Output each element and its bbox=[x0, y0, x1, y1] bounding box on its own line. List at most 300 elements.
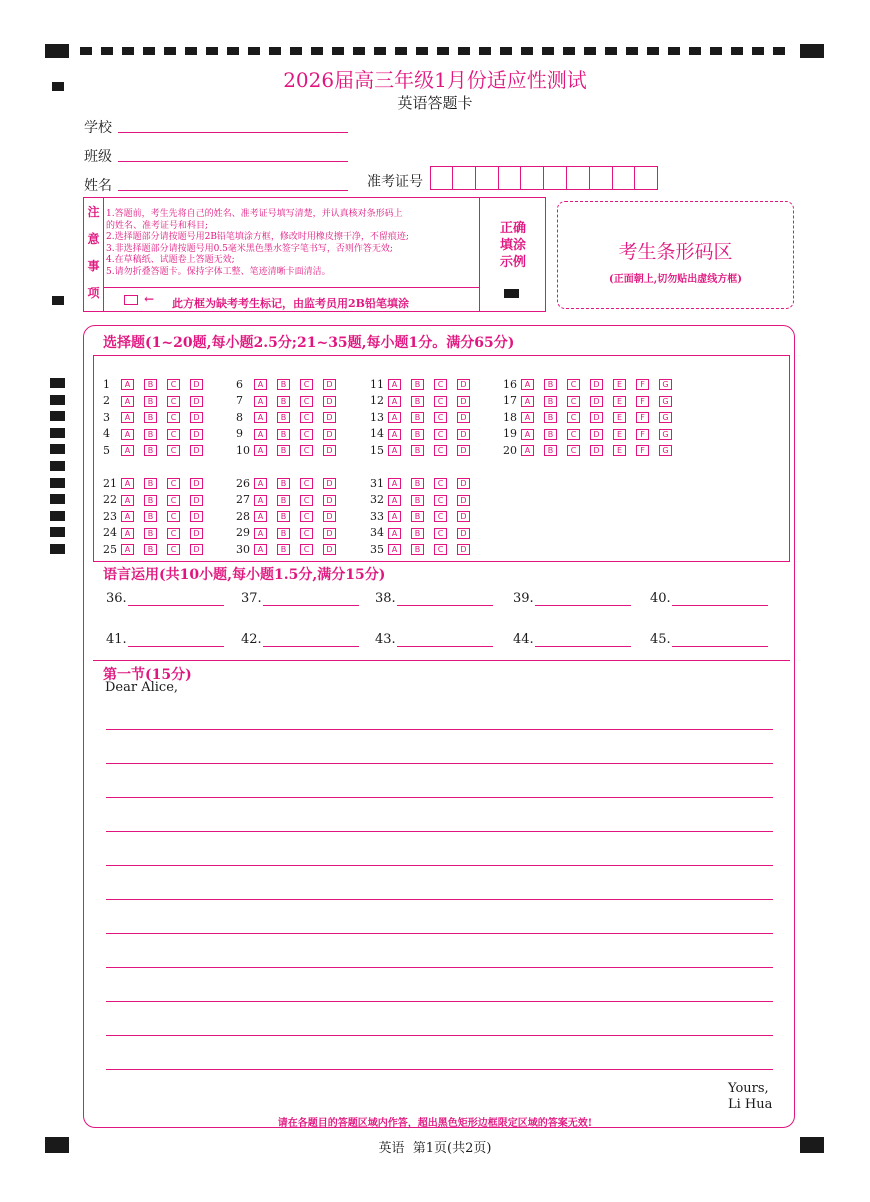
writing-line[interactable] bbox=[106, 763, 773, 764]
option-bubble[interactable]: A bbox=[254, 396, 267, 407]
option-bubble[interactable]: B bbox=[411, 429, 424, 440]
notice-line: 3.非选择题部分请按题号用0.5毫米黑色墨水签字笔书写，否则作答无效; bbox=[106, 243, 393, 254]
question-row bbox=[236, 410, 346, 424]
timing-tick-left bbox=[50, 511, 65, 521]
option-bubble[interactable]: E bbox=[613, 396, 626, 407]
option-bubble[interactable]: B bbox=[277, 528, 290, 539]
option-bubble[interactable]: D bbox=[190, 445, 203, 456]
writing-line[interactable] bbox=[106, 865, 773, 866]
exam-id-cell[interactable] bbox=[544, 166, 567, 190]
option-bubble[interactable]: D bbox=[323, 495, 336, 506]
section2-title: 语言运用(共10小题,每小题1.5分,满分15分) bbox=[103, 567, 386, 583]
option-bubble[interactable]: A bbox=[121, 478, 134, 489]
option-bubble[interactable]: B bbox=[277, 396, 290, 407]
blank-input-line[interactable] bbox=[263, 646, 359, 647]
option-bubble[interactable]: C bbox=[434, 412, 447, 423]
option-bubble[interactable]: C bbox=[434, 495, 447, 506]
question-row bbox=[103, 493, 213, 507]
option-bubble[interactable]: C bbox=[434, 396, 447, 407]
option-bubble[interactable]: F bbox=[636, 445, 649, 456]
option-bubble[interactable]: C bbox=[434, 478, 447, 489]
timing-tick bbox=[689, 47, 701, 55]
blank-label: 41. bbox=[106, 632, 127, 647]
question-number: 7 bbox=[236, 394, 243, 408]
option-bubble[interactable]: D bbox=[590, 429, 603, 440]
question-number: 17 bbox=[503, 394, 517, 408]
notice-divider bbox=[104, 287, 479, 288]
question-number: 10 bbox=[236, 443, 250, 457]
option-bubble[interactable]: B bbox=[277, 412, 290, 423]
blank-input-line[interactable] bbox=[397, 646, 493, 647]
option-bubble[interactable]: C bbox=[434, 511, 447, 522]
option-bubble[interactable]: B bbox=[411, 445, 424, 456]
question-row bbox=[370, 394, 480, 408]
writing-line[interactable] bbox=[106, 933, 773, 934]
option-bubble[interactable]: A bbox=[121, 544, 134, 555]
option-bubble[interactable]: D bbox=[590, 445, 603, 456]
option-bubble[interactable]: C bbox=[567, 396, 580, 407]
option-bubble[interactable]: D bbox=[190, 412, 203, 423]
question-row bbox=[503, 410, 682, 424]
writing-line[interactable] bbox=[106, 967, 773, 968]
notice-heading-char: 注 bbox=[87, 205, 100, 219]
timing-tick-left bbox=[50, 395, 65, 405]
option-bubble[interactable]: D bbox=[323, 429, 336, 440]
option-bubble[interactable]: C bbox=[167, 379, 180, 390]
option-bubble[interactable]: B bbox=[544, 429, 557, 440]
absent-checkbox[interactable] bbox=[124, 295, 138, 305]
option-bubble[interactable]: A bbox=[121, 396, 134, 407]
option-bubble[interactable]: G bbox=[659, 412, 672, 423]
question-row bbox=[103, 443, 213, 457]
option-bubble[interactable]: D bbox=[190, 511, 203, 522]
notice-line: 5.请勿折叠答题卡。保持字体工整、笔迹清晰卡面清洁。 bbox=[106, 266, 331, 277]
option-bubble[interactable]: D bbox=[323, 511, 336, 522]
option-bubble[interactable]: D bbox=[590, 396, 603, 407]
timing-tick bbox=[668, 47, 680, 55]
option-bubble[interactable]: C bbox=[300, 379, 313, 390]
blank-input-line[interactable] bbox=[672, 646, 768, 647]
barcode-area bbox=[557, 201, 794, 309]
option-bubble[interactable]: B bbox=[144, 379, 157, 390]
notice-lines bbox=[106, 209, 478, 278]
option-bubble[interactable]: A bbox=[254, 478, 267, 489]
option-bubble[interactable]: A bbox=[388, 445, 401, 456]
option-bubble[interactable]: D bbox=[457, 396, 470, 407]
timing-tick-left bbox=[50, 378, 65, 388]
barcode-title: 考生条形码区 bbox=[618, 241, 733, 263]
option-bubble[interactable]: C bbox=[434, 379, 447, 390]
option-bubble[interactable]: E bbox=[613, 445, 626, 456]
exam-id-cell[interactable] bbox=[567, 166, 590, 190]
option-bubble[interactable]: B bbox=[277, 429, 290, 440]
question-row bbox=[370, 410, 480, 424]
question-number: 8 bbox=[236, 410, 243, 424]
option-bubble[interactable]: D bbox=[190, 429, 203, 440]
option-bubble[interactable]: C bbox=[300, 478, 313, 489]
timing-tick-left bbox=[50, 544, 65, 554]
timing-tick-left bbox=[50, 478, 65, 488]
option-bubble[interactable]: C bbox=[167, 396, 180, 407]
question-number: 23 bbox=[103, 509, 117, 523]
option-bubble[interactable]: D bbox=[323, 528, 336, 539]
option-bubble[interactable]: G bbox=[659, 379, 672, 390]
option-bubble[interactable]: A bbox=[254, 495, 267, 506]
option-bubble[interactable]: B bbox=[411, 528, 424, 539]
option-bubble[interactable]: B bbox=[411, 396, 424, 407]
option-bubble[interactable]: A bbox=[388, 544, 401, 555]
question-row bbox=[503, 427, 682, 441]
question-row bbox=[370, 542, 480, 556]
option-bubble[interactable]: F bbox=[636, 429, 649, 440]
question-row bbox=[236, 443, 346, 457]
notice-heading bbox=[84, 198, 104, 311]
name-field[interactable] bbox=[118, 190, 348, 191]
exam-id-cell[interactable] bbox=[498, 166, 521, 190]
absent-mark-text: 此方框为缺考考生标记，由监考员用2B铅笔填涂 bbox=[172, 297, 409, 310]
option-bubble[interactable]: D bbox=[457, 412, 470, 423]
blank-label: 42. bbox=[241, 632, 262, 647]
option-bubble[interactable]: B bbox=[144, 495, 157, 506]
option-bubble[interactable]: A bbox=[388, 495, 401, 506]
option-bubble[interactable]: G bbox=[659, 396, 672, 407]
option-bubble[interactable]: B bbox=[411, 412, 424, 423]
option-bubble[interactable]: B bbox=[277, 478, 290, 489]
option-bubble[interactable]: A bbox=[121, 379, 134, 390]
section3-title: 第一节(15分) bbox=[103, 667, 192, 683]
question-number: 19 bbox=[503, 427, 517, 441]
question-row bbox=[236, 476, 346, 490]
filled-mark-example bbox=[504, 289, 519, 298]
option-bubble[interactable]: D bbox=[590, 379, 603, 390]
option-bubble[interactable]: B bbox=[144, 544, 157, 555]
option-bubble[interactable]: B bbox=[411, 511, 424, 522]
question-number: 30 bbox=[236, 542, 250, 556]
writing-line[interactable] bbox=[106, 1069, 773, 1070]
option-bubble[interactable]: D bbox=[323, 396, 336, 407]
timing-tick bbox=[311, 47, 323, 55]
question-row bbox=[103, 526, 213, 540]
option-bubble[interactable]: D bbox=[323, 544, 336, 555]
page-number: 英语 第1页(共2页) bbox=[378, 1141, 492, 1156]
option-bubble[interactable]: C bbox=[567, 412, 580, 423]
option-bubble[interactable]: A bbox=[388, 511, 401, 522]
blank-input-line[interactable] bbox=[263, 605, 359, 606]
option-bubble[interactable]: D bbox=[190, 396, 203, 407]
option-bubble[interactable]: C bbox=[300, 528, 313, 539]
option-bubble[interactable]: C bbox=[167, 429, 180, 440]
option-bubble[interactable]: D bbox=[457, 445, 470, 456]
option-bubble[interactable]: B bbox=[144, 445, 157, 456]
option-bubble[interactable]: A bbox=[521, 396, 534, 407]
option-bubble[interactable]: D bbox=[590, 412, 603, 423]
writing-line[interactable] bbox=[106, 729, 773, 730]
question-row bbox=[236, 526, 346, 540]
option-bubble[interactable]: A bbox=[121, 511, 134, 522]
option-bubble[interactable]: D bbox=[323, 478, 336, 489]
question-row bbox=[236, 394, 346, 408]
question-row bbox=[103, 410, 213, 424]
exam-id-cell[interactable] bbox=[590, 166, 613, 190]
option-bubble[interactable]: C bbox=[567, 429, 580, 440]
option-bubble[interactable]: A bbox=[254, 445, 267, 456]
option-bubble[interactable]: B bbox=[544, 445, 557, 456]
timing-tick bbox=[479, 47, 491, 55]
option-bubble[interactable]: C bbox=[300, 445, 313, 456]
option-bubble[interactable]: G bbox=[659, 445, 672, 456]
blank-label: 44. bbox=[513, 632, 534, 647]
option-bubble[interactable]: B bbox=[144, 396, 157, 407]
option-bubble[interactable]: A bbox=[521, 445, 534, 456]
option-bubble[interactable]: A bbox=[388, 379, 401, 390]
question-row bbox=[236, 427, 346, 441]
notice-divider-vertical bbox=[479, 198, 480, 311]
question-number: 18 bbox=[503, 410, 517, 424]
option-bubble[interactable]: D bbox=[457, 528, 470, 539]
option-bubble[interactable]: A bbox=[121, 412, 134, 423]
fill-example-line: 正确 bbox=[499, 221, 526, 236]
writing-line[interactable] bbox=[106, 797, 773, 798]
timing-tick bbox=[500, 47, 512, 55]
notice-heading-char: 项 bbox=[87, 286, 100, 300]
option-bubble[interactable]: C bbox=[300, 429, 313, 440]
option-bubble[interactable]: E bbox=[613, 412, 626, 423]
blank-input-line[interactable] bbox=[535, 646, 631, 647]
option-bubble[interactable]: B bbox=[411, 379, 424, 390]
option-bubble[interactable]: G bbox=[659, 429, 672, 440]
timing-tick bbox=[101, 47, 113, 55]
blank-input-line[interactable] bbox=[128, 605, 224, 606]
option-bubble[interactable]: C bbox=[167, 495, 180, 506]
option-bubble[interactable]: A bbox=[254, 429, 267, 440]
option-bubble[interactable]: B bbox=[411, 495, 424, 506]
option-bubble[interactable]: D bbox=[190, 528, 203, 539]
option-bubble[interactable]: A bbox=[388, 528, 401, 539]
option-bubble[interactable]: C bbox=[300, 396, 313, 407]
question-row bbox=[236, 493, 346, 507]
notice-line: 2.选择题部分请按题号用2B铅笔填涂方框，修改时用橡皮擦干净，不留痕迹; bbox=[106, 232, 409, 242]
question-row bbox=[370, 526, 480, 540]
timing-tick bbox=[773, 47, 785, 55]
option-bubble[interactable]: E bbox=[613, 379, 626, 390]
timing-tick-left bbox=[50, 527, 65, 537]
question-row bbox=[370, 427, 480, 441]
writing-line[interactable] bbox=[106, 1035, 773, 1036]
exam-id-cell[interactable] bbox=[476, 166, 499, 190]
question-number: 20 bbox=[503, 443, 517, 457]
question-row bbox=[103, 509, 213, 523]
option-bubble[interactable]: A bbox=[254, 379, 267, 390]
option-bubble[interactable]: C bbox=[300, 511, 313, 522]
option-bubble[interactable]: C bbox=[434, 429, 447, 440]
timing-tick bbox=[731, 47, 743, 55]
option-bubble[interactable]: F bbox=[636, 396, 649, 407]
question-number: 27 bbox=[236, 493, 250, 507]
question-number: 11 bbox=[370, 377, 384, 391]
writing-line[interactable] bbox=[106, 899, 773, 900]
option-bubble[interactable]: B bbox=[144, 528, 157, 539]
blank-label: 38. bbox=[375, 591, 396, 606]
option-bubble[interactable]: B bbox=[277, 495, 290, 506]
question-row bbox=[103, 427, 213, 441]
option-bubble[interactable]: D bbox=[190, 495, 203, 506]
option-bubble[interactable]: A bbox=[388, 396, 401, 407]
option-bubble[interactable]: D bbox=[457, 544, 470, 555]
writing-line[interactable] bbox=[106, 1001, 773, 1002]
question-row bbox=[370, 476, 480, 490]
option-bubble[interactable]: C bbox=[167, 528, 180, 539]
option-bubble[interactable]: A bbox=[121, 445, 134, 456]
option-bubble[interactable]: C bbox=[167, 412, 180, 423]
timing-tick bbox=[185, 47, 197, 55]
question-row bbox=[503, 443, 682, 457]
question-number: 21 bbox=[103, 476, 117, 490]
option-bubble[interactable]: B bbox=[544, 412, 557, 423]
option-bubble[interactable]: D bbox=[323, 412, 336, 423]
blank-input-line[interactable] bbox=[672, 605, 768, 606]
option-bubble[interactable]: B bbox=[544, 396, 557, 407]
timing-tick-left bbox=[50, 461, 65, 471]
option-bubble[interactable]: B bbox=[411, 478, 424, 489]
option-bubble[interactable]: D bbox=[323, 379, 336, 390]
option-bubble[interactable]: C bbox=[300, 412, 313, 423]
option-bubble[interactable]: D bbox=[457, 429, 470, 440]
option-bubble[interactable]: D bbox=[457, 495, 470, 506]
timing-tick bbox=[269, 47, 281, 55]
school-field[interactable] bbox=[118, 132, 348, 133]
option-bubble[interactable]: C bbox=[434, 528, 447, 539]
option-bubble[interactable]: C bbox=[167, 511, 180, 522]
timing-tick bbox=[248, 47, 260, 55]
option-bubble[interactable]: E bbox=[613, 429, 626, 440]
option-bubble[interactable]: B bbox=[144, 478, 157, 489]
option-bubble[interactable]: C bbox=[167, 478, 180, 489]
timing-tick bbox=[290, 47, 302, 55]
blank-input-line[interactable] bbox=[397, 605, 493, 606]
question-number: 25 bbox=[103, 542, 117, 556]
exam-id-cell[interactable] bbox=[430, 166, 453, 190]
option-bubble[interactable]: A bbox=[254, 511, 267, 522]
question-number: 33 bbox=[370, 509, 384, 523]
option-bubble[interactable]: F bbox=[636, 379, 649, 390]
option-bubble[interactable]: A bbox=[521, 429, 534, 440]
timing-tick bbox=[521, 47, 533, 55]
school-label: 学校 bbox=[84, 120, 112, 136]
blank-label: 43. bbox=[375, 632, 396, 647]
question-number: 14 bbox=[370, 427, 384, 441]
option-bubble[interactable]: D bbox=[457, 379, 470, 390]
blank-input-line[interactable] bbox=[535, 605, 631, 606]
exam-id-cell[interactable] bbox=[635, 166, 658, 190]
option-bubble[interactable]: C bbox=[167, 544, 180, 555]
option-bubble[interactable]: A bbox=[388, 412, 401, 423]
timing-mark-top-right bbox=[800, 44, 824, 58]
timing-tick bbox=[227, 47, 239, 55]
notice-line: 4.在草稿纸、试题卷上答题无效; bbox=[106, 255, 235, 265]
option-bubble[interactable]: B bbox=[411, 544, 424, 555]
question-number: 28 bbox=[236, 509, 250, 523]
option-bubble[interactable]: C bbox=[567, 445, 580, 456]
question-number: 35 bbox=[370, 542, 384, 556]
option-bubble[interactable]: A bbox=[254, 412, 267, 423]
option-bubble[interactable]: C bbox=[434, 544, 447, 555]
option-bubble[interactable]: B bbox=[277, 445, 290, 456]
class-field[interactable] bbox=[118, 161, 348, 162]
question-row bbox=[236, 509, 346, 523]
option-bubble[interactable]: C bbox=[300, 544, 313, 555]
option-bubble[interactable]: A bbox=[121, 528, 134, 539]
option-bubble[interactable]: D bbox=[457, 511, 470, 522]
notice-heading-char: 意 bbox=[87, 232, 100, 246]
section2-divider bbox=[93, 660, 790, 661]
fill-example-line: 填涂 bbox=[499, 238, 526, 253]
option-bubble[interactable]: B bbox=[144, 412, 157, 423]
timing-tick-left bbox=[50, 428, 65, 438]
option-bubble[interactable]: C bbox=[300, 495, 313, 506]
question-number: 34 bbox=[370, 526, 384, 540]
option-bubble[interactable]: C bbox=[434, 445, 447, 456]
option-bubble[interactable]: A bbox=[254, 528, 267, 539]
writing-line[interactable] bbox=[106, 831, 773, 832]
option-bubble[interactable]: D bbox=[190, 544, 203, 555]
option-bubble[interactable]: B bbox=[277, 544, 290, 555]
option-bubble[interactable]: A bbox=[521, 379, 534, 390]
timing-tick bbox=[647, 47, 659, 55]
option-bubble[interactable]: A bbox=[121, 429, 134, 440]
notice-box bbox=[83, 197, 546, 312]
notice-line: 1.答题前，考生先将自己的姓名、准考证号填写清楚，并认真核对条形码上 bbox=[106, 209, 403, 219]
option-bubble[interactable]: C bbox=[167, 445, 180, 456]
blank-label: 36. bbox=[106, 591, 127, 606]
option-bubble[interactable]: A bbox=[254, 544, 267, 555]
option-bubble[interactable]: B bbox=[277, 379, 290, 390]
option-bubble[interactable]: D bbox=[323, 445, 336, 456]
question-number: 9 bbox=[236, 427, 243, 441]
question-row bbox=[236, 377, 346, 391]
option-bubble[interactable]: C bbox=[567, 379, 580, 390]
option-bubble[interactable]: D bbox=[190, 379, 203, 390]
exam-id-cell[interactable] bbox=[521, 166, 544, 190]
arrow-left-icon: ← bbox=[144, 292, 155, 306]
exam-id-cell[interactable] bbox=[612, 166, 635, 190]
option-bubble[interactable]: A bbox=[521, 412, 534, 423]
exam-id-label: 准考证号 bbox=[367, 174, 423, 190]
timing-tick bbox=[206, 47, 218, 55]
timing-tick bbox=[395, 47, 407, 55]
timing-tick bbox=[563, 47, 575, 55]
timing-tick-left bbox=[50, 411, 65, 421]
option-bubble[interactable]: A bbox=[121, 495, 134, 506]
blank-input-line[interactable] bbox=[128, 646, 224, 647]
option-bubble[interactable]: D bbox=[457, 478, 470, 489]
option-bubble[interactable]: B bbox=[544, 379, 557, 390]
letter-closing: Yours, bbox=[728, 1081, 769, 1096]
timing-tick bbox=[752, 47, 764, 55]
option-bubble[interactable]: A bbox=[388, 478, 401, 489]
option-bubble[interactable]: A bbox=[388, 429, 401, 440]
option-bubble[interactable]: B bbox=[277, 511, 290, 522]
question-row bbox=[103, 542, 213, 556]
option-bubble[interactable]: F bbox=[636, 412, 649, 423]
option-bubble[interactable]: D bbox=[190, 478, 203, 489]
timing-tick bbox=[143, 47, 155, 55]
question-number: 5 bbox=[103, 443, 110, 457]
option-bubble[interactable]: B bbox=[144, 429, 157, 440]
exam-id-cell[interactable] bbox=[453, 166, 476, 190]
timing-tick bbox=[416, 47, 428, 55]
option-bubble[interactable]: B bbox=[144, 511, 157, 522]
class-label: 班级 bbox=[84, 149, 112, 165]
